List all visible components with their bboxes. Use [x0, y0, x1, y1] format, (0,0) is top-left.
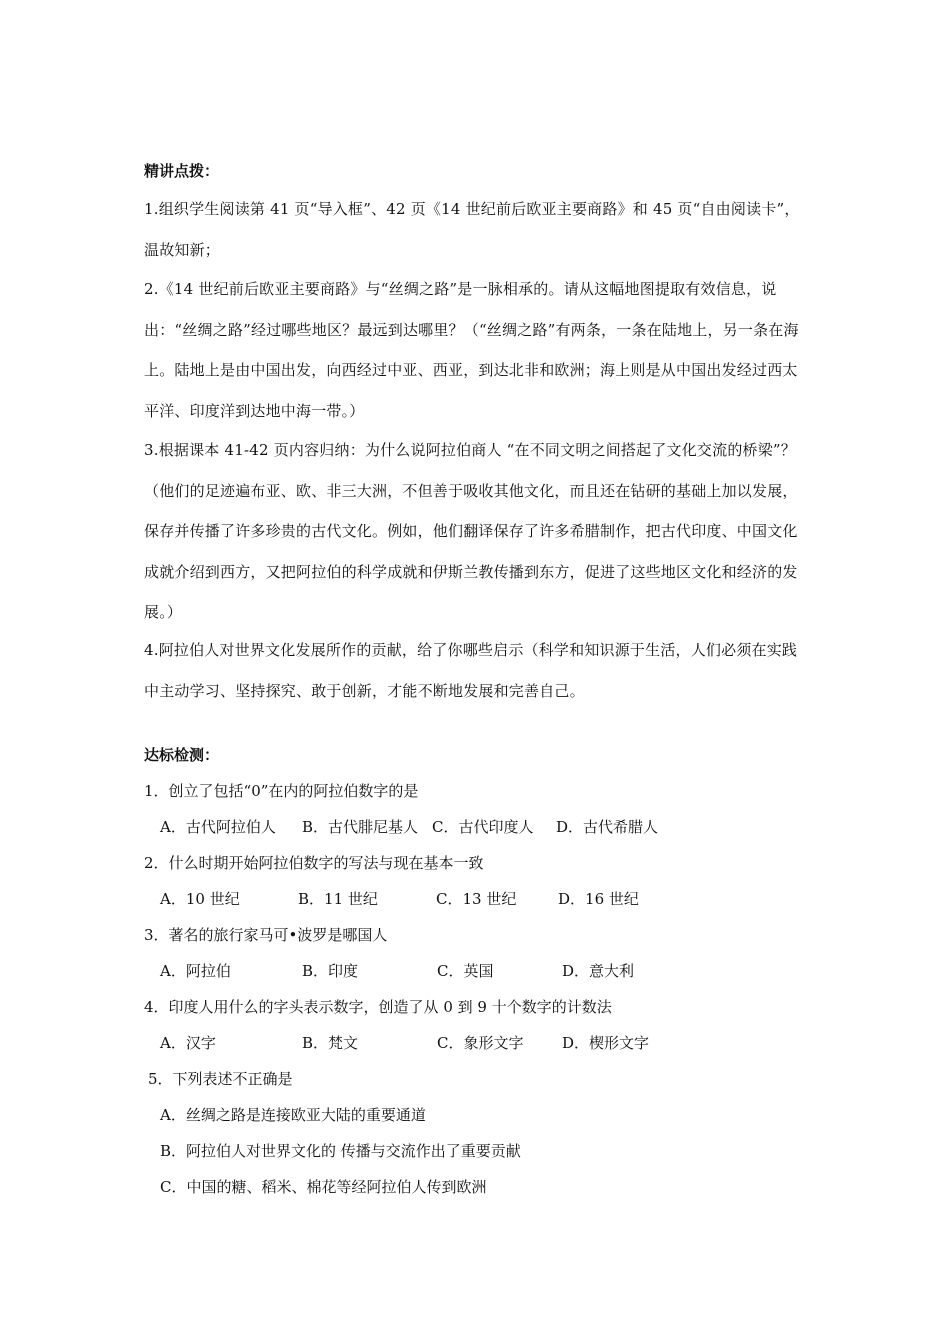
question-3-option-a: A．阿拉伯	[160, 962, 231, 980]
question-3-option-b: B．印度	[302, 962, 359, 980]
key-point-4: 4.阿拉伯人对世界文化发展所作的贡献，给了你哪些启示（科学和知识源于生活，人们必须在实践中主动学习、坚持探究、敢于创新，才能不断地发展和完善自己。	[144, 641, 798, 700]
section-title-key-points: 精讲点拨：	[144, 162, 220, 180]
question-1-stem: 1．创立了包括“0”在内的阿拉伯数字的是	[144, 782, 419, 800]
question-4-stem: 4．印度人用什么的字头表示数字，创造了从 0 到 9 十个数字的计数法	[144, 998, 612, 1016]
question-5-option-a: A．丝绸之路是连接欧亚大陆的重要通道	[160, 1106, 426, 1124]
question-5-stem: 5．下列表述不正确是	[148, 1070, 293, 1088]
question-2-option-c: C．13 世纪	[436, 890, 517, 908]
question-4-option-b: B．梵文	[302, 1034, 359, 1052]
key-point-1: 1.组织学生阅读第 41 页“导入框”、42 页《14 世纪前后欧亚主要商路》和 45 页“自由阅读卡”，温故知新；	[144, 200, 800, 259]
question-1-option-d: D．古代希腊人	[556, 818, 659, 836]
section-title-assessment: 达标检测：	[144, 746, 220, 764]
key-point-2: 2.《14 世纪前后欧亚主要商路》与“丝绸之路”是一脉相承的。请从这幅地图提取有效信息，说出：“丝绸之路”经过哪些地区？最远到达哪里？（“丝绸之路”有两条，一条在陆地上，另一条在海上。陆地上是由中国出发，向西经过中亚、西亚，到达北非和欧洲；海上则是从中国出发经过西太平洋、印度洋到达地中海一带。）	[144, 280, 799, 420]
question-5-option-c: C．中国的糖、稻米、棉花等经阿拉伯人传到欧洲	[160, 1178, 487, 1196]
question-4-option-a: A．汉字	[160, 1034, 216, 1052]
question-2-option-a: A．10 世纪	[160, 890, 240, 908]
question-3-option-c: C．英国	[437, 962, 494, 980]
question-3-option-d: D．意大利	[562, 962, 635, 980]
question-3-stem: 3．著名的旅行家马可•波罗是哪国人	[144, 926, 388, 944]
key-point-3: 3.根据课本 41-42 页内容归纳：为什么说阿拉伯商人 “在不同文明之间搭起了文化交流的桥梁”？（他们的足迹遍布亚、欧、非三大洲，不但善于吸收其他文化，而且还在钻研的基础上加以发展，保存并传播了许多珍贵的古代文化。例如，他们翻译保存了许多希腊制作，把古代印度、中国文化成就介绍到西方，又把阿拉伯的科学成就和伊斯兰教传播到东方，促进了这些地区文化和经济的发展。）	[144, 441, 798, 621]
question-2-option-b: B．11 世纪	[298, 890, 378, 908]
question-1-option-b: B．古代腓尼基人	[302, 818, 419, 836]
question-4-option-d: D．楔形文字	[562, 1034, 650, 1052]
question-2-option-d: D．16 世纪	[558, 890, 639, 908]
question-5-option-b: B．阿拉伯人对世界文化的 传播与交流作出了重要贡献	[160, 1142, 521, 1160]
question-1-option-c: C．古代印度人	[432, 818, 534, 836]
question-4-option-c: C．象形文字	[437, 1034, 524, 1052]
question-1-option-a: A．古代阿拉伯人	[160, 818, 276, 836]
question-2-stem: 2．什么时期开始阿拉伯数字的写法与现在基本一致	[144, 854, 484, 872]
